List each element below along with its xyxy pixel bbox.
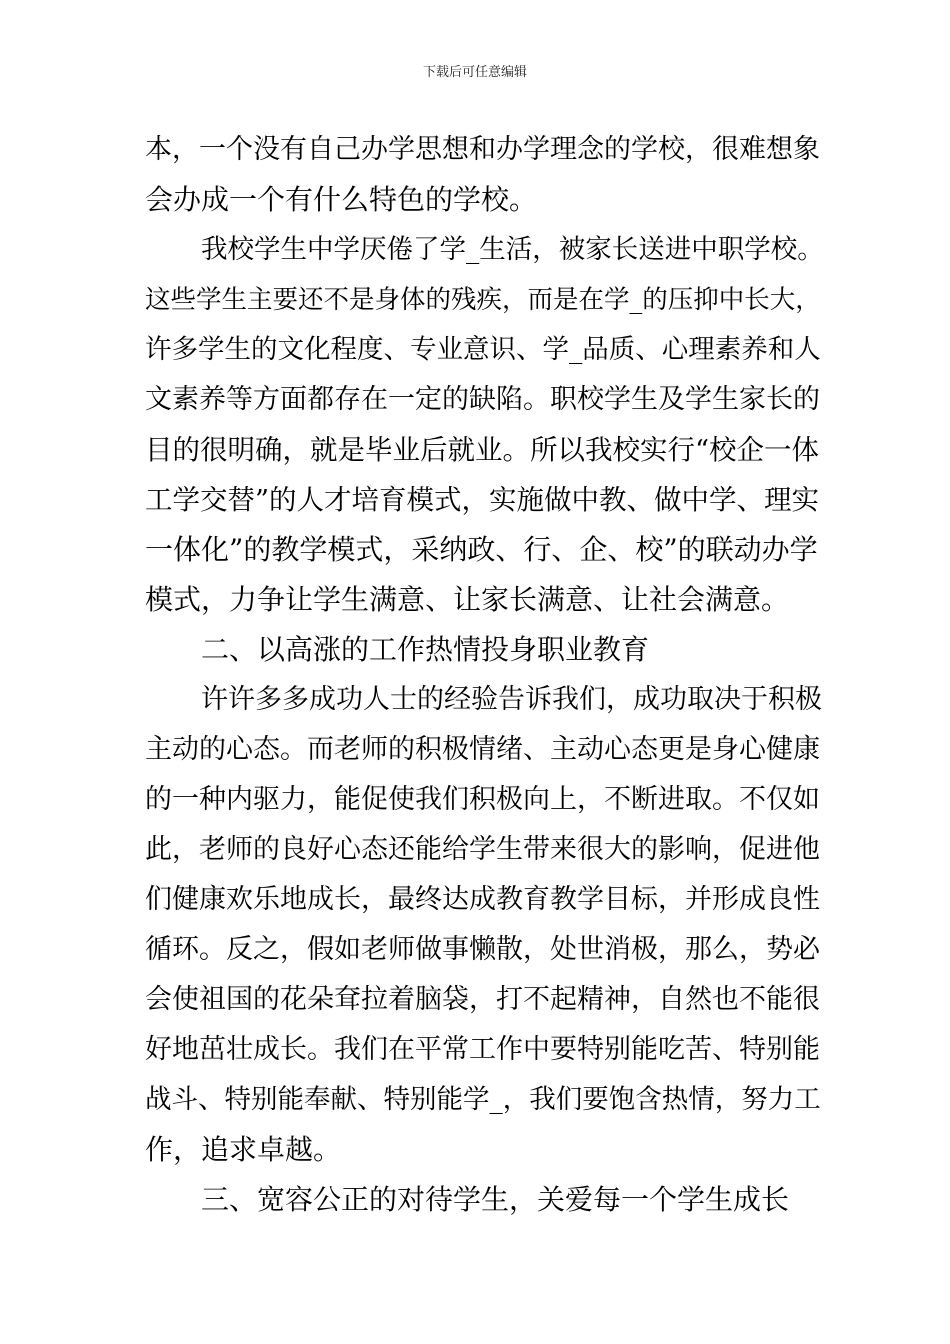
text-line: 们健康欢乐地成长，最终达成教育教学目标，并形成良性 <box>145 884 820 915</box>
text-line: 循环。反之，假如老师做事懒散，处世消极，那么，势必 <box>145 934 820 965</box>
text-line: 一体化”的教学模式，采纳政、行、企、校”的联动办学 <box>145 533 818 566</box>
text-line: 许多学生的文化程度、专业意识、学_品质、心理素养和人 <box>145 334 821 365</box>
text-line: 主动的心态。而老师的积极情绪、主动心态更是身心健康 <box>145 734 820 765</box>
section-heading: 三、宽容公正的对待学生，关爱每一个学生成长 <box>201 1183 790 1216</box>
text-line: 模式，力争让学生满意、让家长满意、让社会满意。 <box>145 583 790 616</box>
text-line: 战斗、特别能奉献、特别能学_，我们要饱含热情，努力工 <box>145 1084 821 1115</box>
text-line: 我校学生中学厌倦了学_生活，被家长送进中职学校。 <box>201 234 824 265</box>
page-header: 下载后可任意编辑 <box>422 65 527 80</box>
text-line: 作，追求卓越。 <box>145 1133 342 1166</box>
text-line: 的一种内驱力，能促使我们积极向上，不断进取。不仅如 <box>145 784 820 815</box>
text-line: 这些学生主要还不是身体的残疾，而是在学_的压抑中长大， <box>145 285 821 315</box>
text-line: 工学交替”的人才培育模式，实施做中教、做中学、理实 <box>145 484 820 516</box>
text-line: 好地茁壮成长。我们在平常工作中要特别能吃苦、特别能 <box>145 1034 820 1065</box>
text-line: 会办成一个有什么特色的学校。 <box>145 183 538 216</box>
text-line: 此，老师的良好心态还能给学生带来很大的影响，促进他 <box>145 834 820 865</box>
section-heading: 二、以高涨的工作热情投身职业教育 <box>201 633 650 666</box>
text-line: 目的很明确，就是毕业后就业。所以我校实行“校企一体 <box>145 434 820 466</box>
text-line: 许许多多成功人士的经验告诉我们，成功取决于积极 <box>201 684 822 715</box>
text-line: 文素养等方面都存在一定的缺陷。职校学生及学生家长的 <box>145 384 820 415</box>
text-line: 会使祖国的花朵耷拉着脑袋，打不起精神，自然也不能很 <box>145 984 820 1015</box>
document-body <box>145 125 825 1225</box>
text-line: 本，一个没有自己办学思想和办学理念的学校，很难想象 <box>145 134 820 165</box>
